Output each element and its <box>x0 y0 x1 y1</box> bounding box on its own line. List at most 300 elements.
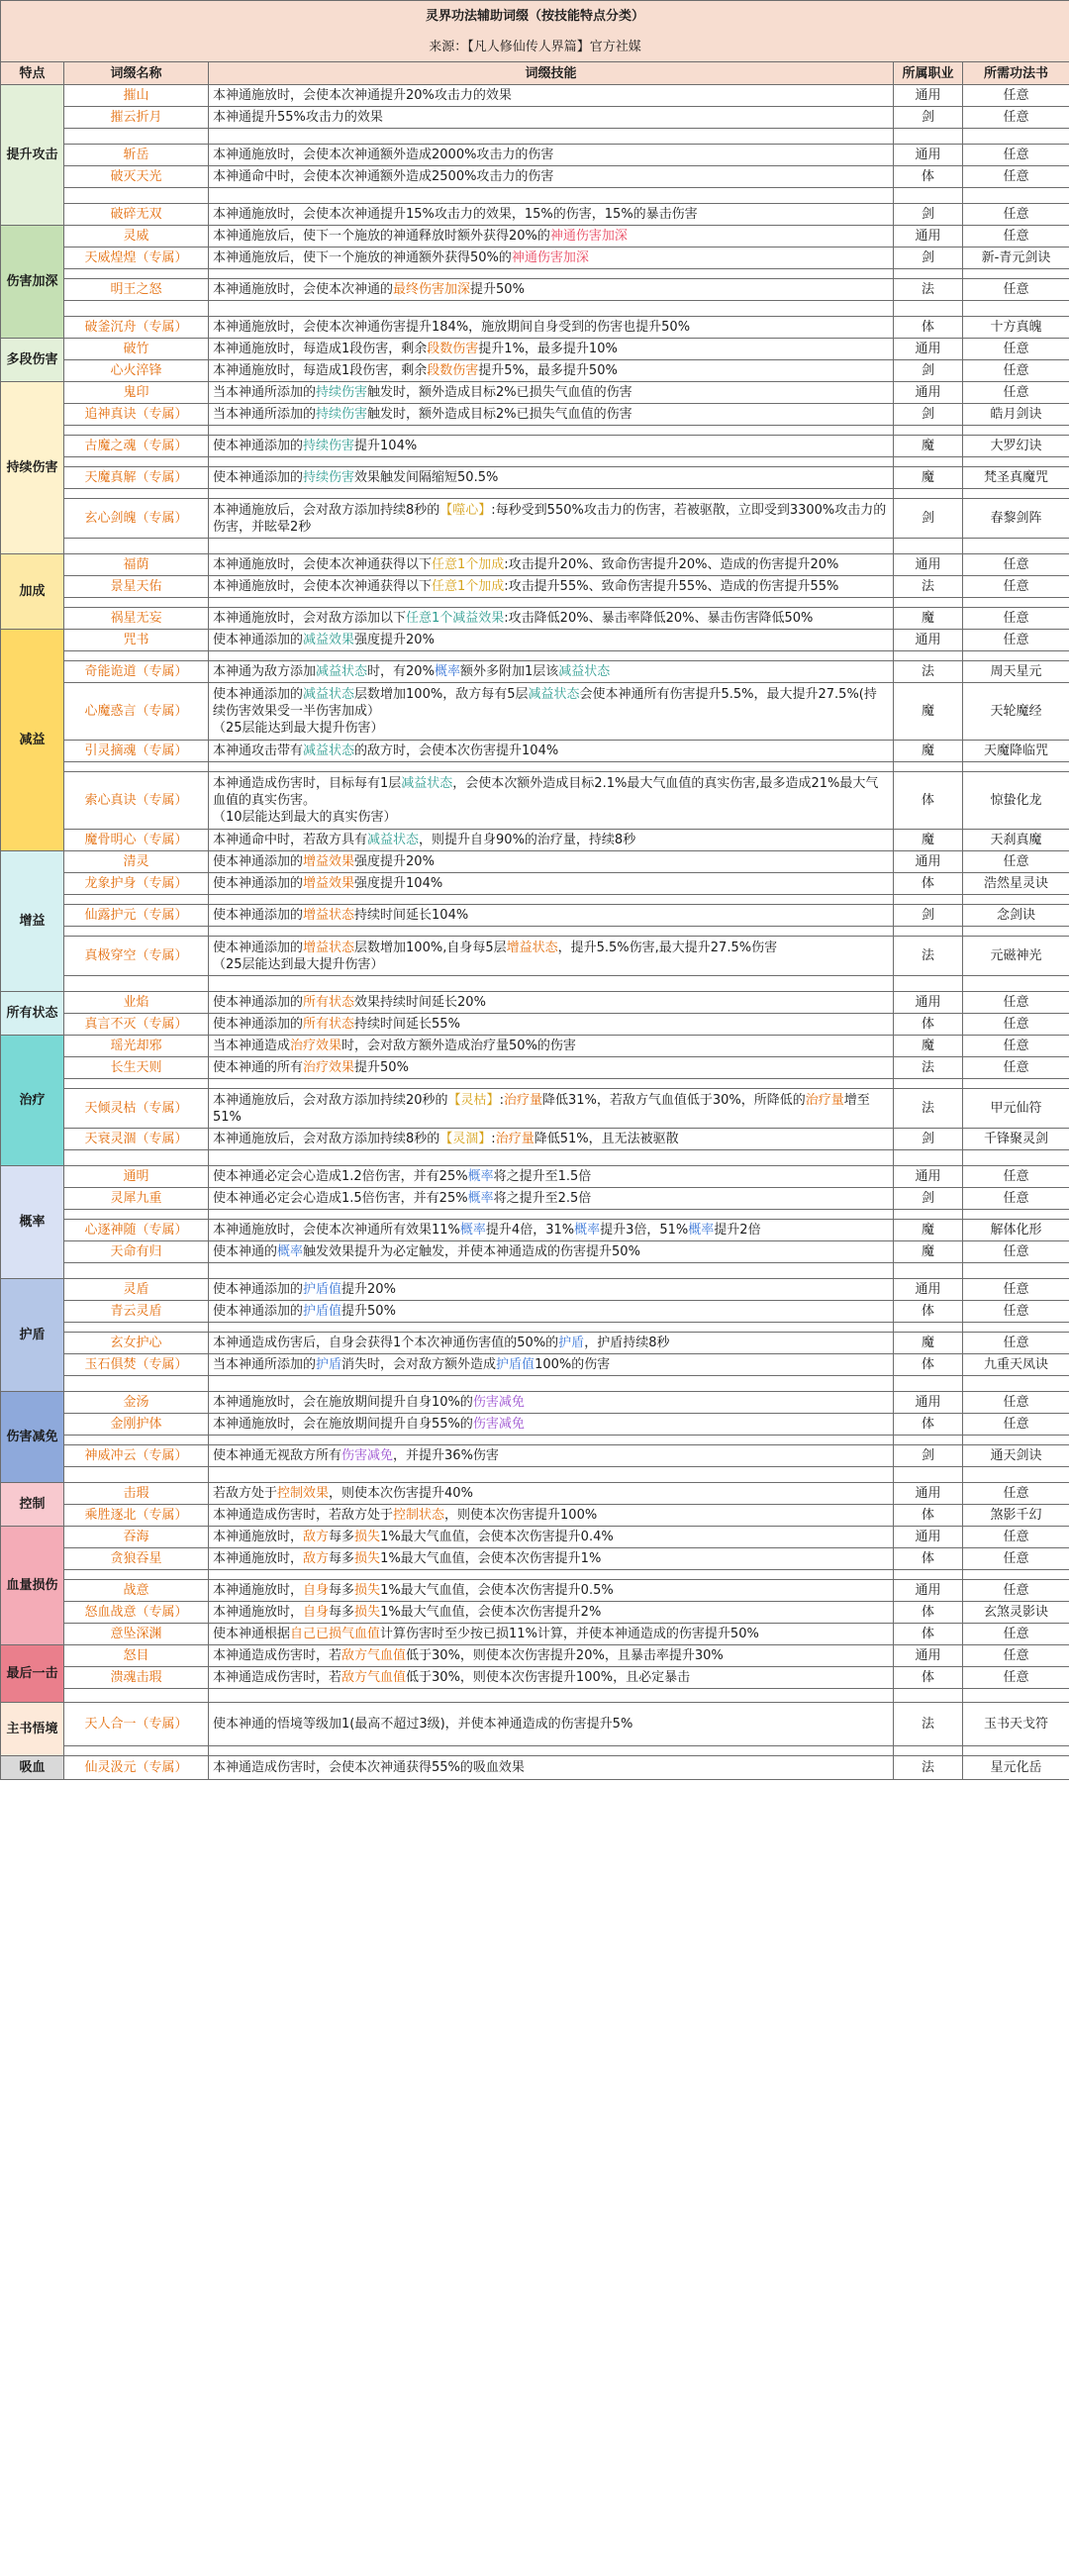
affix-skill <box>209 608 894 630</box>
affix-book: 任意 <box>963 851 1069 873</box>
empty-cell <box>963 188 1069 204</box>
skill-keyword: 治疗量 <box>805 1092 844 1108</box>
affix-skill <box>209 1756 894 1780</box>
skill-text: 本神通施放后，使下一个施放的神通释放时额外获得20%的 <box>213 229 550 244</box>
skill-text: 本神通为敌方添加 <box>213 664 317 679</box>
affix-book: 任意 <box>963 1624 1069 1645</box>
skill-keyword: 自己已损气血值 <box>290 1627 381 1641</box>
affix-name: 仙灵汲元（专属） <box>64 1756 209 1780</box>
affix-book: 任意 <box>963 1392 1069 1414</box>
skill-text: 层数增加100%,自身每5层 <box>354 940 507 955</box>
skill-text: 本神通施放后，会对敌方添加持续20秒的 <box>213 1092 448 1108</box>
affix-skill <box>209 1580 894 1602</box>
table-row <box>1 630 1069 651</box>
affix-class: 通用 <box>894 85 963 107</box>
skill-keyword: 任意1个加成 <box>432 557 505 572</box>
skill-text: 使本神通添加的 <box>213 1017 304 1032</box>
affix-book: 任意 <box>963 1527 1069 1548</box>
empty-cell <box>209 927 894 937</box>
skill-keyword: 敌方 <box>303 1551 330 1566</box>
table-row <box>1 436 1069 457</box>
empty-cell <box>209 651 894 661</box>
empty-cell <box>64 426 209 436</box>
affix-class: 法 <box>894 937 963 976</box>
affix-class: 魔 <box>894 1241 963 1263</box>
skill-keyword: 护盾 <box>316 1357 342 1372</box>
table-row <box>1 1241 1069 1263</box>
empty-cell <box>894 651 963 661</box>
affix-book: 任意 <box>963 992 1069 1014</box>
skill-keyword: 任意1个减益效果 <box>406 611 505 626</box>
skill-text: 触发时，额外造成目标2%已损失气血值的伤害 <box>367 385 632 400</box>
affix-name: 破碎无双 <box>64 204 209 226</box>
skill-text: 增至51% <box>213 1092 870 1125</box>
empty-cell <box>209 976 894 992</box>
skill-keyword: 段数伤害 <box>427 342 479 356</box>
spacer-row <box>1 188 1069 204</box>
table-row <box>1 404 1069 426</box>
skill-text: 提升4倍，31% <box>485 1223 575 1238</box>
skill-text: 本神通施放时，会使本次神通的 <box>213 282 394 297</box>
skill-keyword: 持续伤害 <box>303 470 355 485</box>
empty-cell <box>963 762 1069 772</box>
empty-cell <box>209 1263 894 1279</box>
spacer-row <box>1 598 1069 608</box>
skill-keyword: 自身 <box>303 1605 330 1620</box>
affix-skill <box>209 226 894 248</box>
affix-class: 体 <box>894 772 963 830</box>
affix-book: 任意 <box>963 1483 1069 1505</box>
empty-cell <box>963 1436 1069 1445</box>
empty-cell <box>209 457 894 467</box>
skill-text: （25层能达到最大提升伤害） <box>213 956 384 972</box>
affix-book: 浩然星灵诀 <box>963 873 1069 895</box>
skill-text: ，护盾持续8秒 <box>584 1336 670 1350</box>
affix-name: 清灵 <box>64 851 209 873</box>
skill-keyword: 减益效果 <box>303 633 355 647</box>
affix-name: 真言不灭（专属） <box>64 1014 209 1036</box>
skill-keyword: 【灵枯】 <box>447 1092 500 1108</box>
affix-skill <box>209 905 894 927</box>
skill-text: 低于30%，则使本次伤害提升20%，且暴击率提升30% <box>406 1648 724 1663</box>
spacer-row <box>1 1689 1069 1703</box>
table-row <box>1 741 1069 762</box>
skill-text: 当本神通造成 <box>213 1039 291 1053</box>
spacer-row <box>1 1746 1069 1756</box>
affix-skill <box>209 1392 894 1414</box>
skill-text: 当本神通所添加的 <box>213 1357 317 1372</box>
affix-skill <box>209 1301 894 1323</box>
category-cell: 护盾 <box>1 1279 64 1392</box>
table-row <box>1 1667 1069 1689</box>
skill-text: 每多 <box>329 1605 355 1620</box>
skill-keyword: 所有状态 <box>303 995 355 1010</box>
empty-cell <box>64 1263 209 1279</box>
affix-name: 溃魂击瑕 <box>64 1667 209 1689</box>
empty-cell <box>209 301 894 317</box>
skill-keyword: 治疗量 <box>503 1092 542 1108</box>
table-title: 灵界功法辅助词缀（按技能特点分类） <box>1 1 1069 33</box>
empty-cell <box>894 1436 963 1445</box>
affix-class: 剑 <box>894 1129 963 1150</box>
empty-cell <box>963 1570 1069 1580</box>
empty-cell <box>963 426 1069 436</box>
affix-class: 法 <box>894 1756 963 1780</box>
skill-text: :攻击提升55%、致命伤害提升55%、造成的伤害提升55% <box>504 579 839 594</box>
affix-name: 天人合一（专属） <box>64 1703 209 1746</box>
empty-cell <box>963 598 1069 608</box>
affix-name: 天衰灵涸（专属） <box>64 1129 209 1150</box>
spacer-row <box>1 1467 1069 1483</box>
skill-keyword: 自身 <box>303 1583 330 1598</box>
empty-cell <box>963 1210 1069 1220</box>
table-row <box>1 317 1069 339</box>
affix-skill <box>209 630 894 651</box>
skill-text: 本神通施放时，会使本次神通所有效果11% <box>213 1223 460 1238</box>
skill-keyword: 减益状态 <box>316 664 368 679</box>
affix-skill <box>209 1089 894 1129</box>
affix-skill <box>209 1602 894 1624</box>
table-row <box>1 1354 1069 1376</box>
affix-book: 任意 <box>963 279 1069 301</box>
affix-skill <box>209 992 894 1014</box>
skill-text: 本神通造成伤害时，会使本次神通获得55%的吸血效果 <box>213 1760 525 1775</box>
empty-cell <box>64 457 209 467</box>
skill-keyword: 护盾 <box>558 1336 585 1350</box>
skill-text: 本神通施放时，会使本次神通获得以下 <box>213 579 433 594</box>
table-row <box>1 248 1069 269</box>
affix-name: 真极穿空（专属） <box>64 937 209 976</box>
spacer-row <box>1 976 1069 992</box>
category-cell: 减益 <box>1 630 64 851</box>
spacer-row <box>1 927 1069 937</box>
skill-text: 1%最大气血值，会使本次伤害提升0.5% <box>380 1583 614 1598</box>
empty-cell <box>209 1323 894 1333</box>
skill-text: 本神通施放时，会使本次神通提升20%攻击力的效果 <box>213 88 512 103</box>
affix-name: 通明 <box>64 1166 209 1188</box>
skill-text: 会使本神通所有伤害提升5.5%，最大提升27.5%(持续伤害效果受一半伤害加成） <box>213 687 877 719</box>
affix-class: 体 <box>894 1624 963 1645</box>
affix-name: 神威冲云（专属） <box>64 1445 209 1467</box>
affix-skill <box>209 1527 894 1548</box>
empty-cell <box>209 1570 894 1580</box>
skill-keyword: 敌方气血值 <box>341 1670 407 1685</box>
skill-keyword: 概率 <box>574 1223 601 1238</box>
affix-class: 体 <box>894 1414 963 1436</box>
skill-keyword: 持续伤害 <box>316 385 368 400</box>
empty-cell <box>963 895 1069 905</box>
spacer-row <box>1 1263 1069 1279</box>
spacer-row <box>1 301 1069 317</box>
skill-keyword: 损失 <box>354 1583 381 1598</box>
table-row <box>1 1414 1069 1436</box>
affix-skill <box>209 1333 894 1354</box>
table-row <box>1 85 1069 107</box>
affix-skill <box>209 661 894 683</box>
empty-cell <box>64 1323 209 1333</box>
skill-text: 提升3倍，51% <box>600 1223 689 1238</box>
affix-skill <box>209 1241 894 1263</box>
table-row <box>1 1301 1069 1323</box>
affix-book: 任意 <box>963 576 1069 598</box>
skill-text: 使本神通的所有 <box>213 1060 304 1075</box>
skill-text: 使本神通无视敌方所有 <box>213 1448 342 1463</box>
empty-cell <box>963 1150 1069 1166</box>
empty-cell <box>209 188 894 204</box>
affix-skill <box>209 873 894 895</box>
affix-book: 任意 <box>963 1014 1069 1036</box>
affix-skill <box>209 1445 894 1467</box>
skill-text: :每秒受到550%攻击力的伤害，若被驱散，立即受到3300%攻击力的伤害，并眩晕2秒 <box>213 502 887 535</box>
empty-cell <box>894 1376 963 1392</box>
affix-skill <box>209 937 894 976</box>
affix-class: 通用 <box>894 1645 963 1667</box>
skill-keyword: 持续伤害 <box>303 439 355 453</box>
affix-book: 玉书天戈符 <box>963 1703 1069 1746</box>
affix-class: 通用 <box>894 630 963 651</box>
table-row <box>1 1756 1069 1780</box>
affix-class: 剑 <box>894 499 963 539</box>
empty-cell <box>894 1210 963 1220</box>
table-row <box>1 576 1069 598</box>
skill-keyword: 【噬心】 <box>439 502 492 518</box>
affix-book: 春黎剑阵 <box>963 499 1069 539</box>
table-row <box>1 554 1069 576</box>
skill-text: 强度提升20% <box>354 854 435 869</box>
empty-cell <box>64 762 209 772</box>
skill-text: ，提升5.5%伤害,最大提升27.5%伤害 <box>557 940 778 955</box>
affix-class: 剑 <box>894 360 963 382</box>
affix-book: 念剑诀 <box>963 905 1069 927</box>
skill-keyword: 增益效果 <box>303 876 355 891</box>
affix-skill <box>209 317 894 339</box>
skill-keyword: 减益状态 <box>367 833 420 847</box>
skill-text: ，则提升自身90%的治疗量，持续8秒 <box>419 833 636 847</box>
affix-book: 任意 <box>963 1301 1069 1323</box>
affix-skill <box>209 467 894 489</box>
affix-book: 任意 <box>963 1188 1069 1210</box>
skill-text: 使本神通添加的 <box>213 633 304 647</box>
empty-cell <box>64 1570 209 1580</box>
empty-cell <box>894 539 963 554</box>
skill-text: ，并提升36%伤害 <box>393 1448 499 1463</box>
skill-keyword: 任意1个加成 <box>432 579 505 594</box>
affix-name: 瑶光却邪 <box>64 1036 209 1057</box>
empty-cell <box>64 129 209 145</box>
affix-class: 法 <box>894 576 963 598</box>
category-cell: 伤害加深 <box>1 226 64 339</box>
empty-cell <box>64 1079 209 1089</box>
affix-book: 任意 <box>963 608 1069 630</box>
affix-book: 任意 <box>963 1057 1069 1079</box>
affix-book: 任意 <box>963 382 1069 404</box>
header-affix-name: 词缀名称 <box>64 62 209 85</box>
skill-keyword: 神通伤害加深 <box>549 229 628 244</box>
header-class: 所属职业 <box>894 62 963 85</box>
affix-name: 怒血战意（专属） <box>64 1602 209 1624</box>
empty-cell <box>64 1376 209 1392</box>
affix-class: 通用 <box>894 992 963 1014</box>
affix-name: 摧云折月 <box>64 107 209 129</box>
empty-cell <box>64 1746 209 1756</box>
spacer-row <box>1 1210 1069 1220</box>
table-row <box>1 608 1069 630</box>
empty-cell <box>963 489 1069 499</box>
affix-class: 剑 <box>894 1445 963 1467</box>
skill-text: 提升20% <box>341 1282 396 1297</box>
category-cell: 治疗 <box>1 1036 64 1166</box>
affix-skill <box>209 741 894 762</box>
skill-text: 本神通施放时， <box>213 1530 304 1544</box>
skill-text: :攻击提升20%、致命伤害提升20%、造成的伤害提升20% <box>504 557 839 572</box>
empty-cell <box>209 895 894 905</box>
empty-cell <box>894 489 963 499</box>
affix-class: 体 <box>894 1301 963 1323</box>
affix-name: 奇能诡道（专属） <box>64 661 209 683</box>
skill-keyword: 段数伤害 <box>427 363 479 378</box>
skill-text: （10层能达到最大的真实伤害） <box>213 810 397 825</box>
skill-text: 持续时间延长55% <box>354 1017 460 1032</box>
skill-text: 每多 <box>329 1530 355 1544</box>
affix-class: 通用 <box>894 1580 963 1602</box>
empty-cell <box>963 129 1069 145</box>
affix-book: 天轮魔经 <box>963 683 1069 741</box>
category-cell: 加成 <box>1 554 64 630</box>
header-feature: 特点 <box>1 62 64 85</box>
table-row <box>1 1505 1069 1527</box>
affix-skill <box>209 85 894 107</box>
empty-cell <box>894 457 963 467</box>
affix-class: 体 <box>894 1014 963 1036</box>
affix-name: 祸星无妄 <box>64 608 209 630</box>
skill-text: 每多 <box>329 1583 355 1598</box>
empty-cell <box>894 1323 963 1333</box>
empty-cell <box>894 1263 963 1279</box>
skill-text: 计算伤害时至少按已损11%计算，并使本神通造成的伤害提升50% <box>380 1627 759 1641</box>
skill-text: 本神通施放时，会使本次神通提升15%攻击力的效果，15%的伤害，15%的暴击伤害 <box>213 207 698 222</box>
empty-cell <box>894 1150 963 1166</box>
affix-name: 乘胜逐北（专属） <box>64 1505 209 1527</box>
affix-class: 通用 <box>894 1166 963 1188</box>
skill-text: 使本神通必定会心造成1.5倍伤害，并有25% <box>213 1191 468 1206</box>
spacer-row <box>1 457 1069 467</box>
table-row <box>1 279 1069 301</box>
skill-text: 使本神通添加的 <box>213 854 304 869</box>
empty-cell <box>64 598 209 608</box>
skill-keyword: 敌方气血值 <box>341 1648 407 1663</box>
affix-book: 任意 <box>963 1166 1069 1188</box>
affix-class: 法 <box>894 1703 963 1746</box>
skill-text: 使本神通添加的 <box>213 470 304 485</box>
affix-class: 通用 <box>894 1483 963 1505</box>
empty-cell <box>64 1436 209 1445</box>
table-row <box>1 1580 1069 1602</box>
affix-class: 法 <box>894 1057 963 1079</box>
skill-text: 使本神通添加的 <box>213 940 304 955</box>
skill-text: ，则使本次伤害提升100% <box>444 1508 598 1523</box>
affix-class: 魔 <box>894 608 963 630</box>
header-required-book: 所需功法书 <box>963 62 1069 85</box>
skill-text: 本神通攻击带有 <box>213 743 304 758</box>
category-cell: 多段伤害 <box>1 339 64 382</box>
affix-name: 破竹 <box>64 339 209 360</box>
empty-cell <box>894 269 963 279</box>
affix-book: 任意 <box>963 630 1069 651</box>
skill-keyword: 神通伤害加深 <box>511 250 589 265</box>
affix-name: 玉石俱焚（专属） <box>64 1354 209 1376</box>
spacer-row <box>1 539 1069 554</box>
skill-keyword: 增益效果 <box>303 854 355 869</box>
skill-keyword: 概率 <box>688 1223 715 1238</box>
affix-book: 惊蛰化龙 <box>963 772 1069 830</box>
affix-name: 心逐神随（专属） <box>64 1220 209 1241</box>
affix-class: 体 <box>894 317 963 339</box>
skill-text: 使本神通添加的 <box>213 1304 304 1319</box>
skill-keyword: 损失 <box>354 1530 381 1544</box>
affix-class: 魔 <box>894 1220 963 1241</box>
empty-cell <box>963 539 1069 554</box>
empty-cell <box>894 1746 963 1756</box>
affix-skill <box>209 1220 894 1241</box>
skill-keyword: 增益状态 <box>506 940 558 955</box>
skill-keyword: 概率 <box>459 1223 486 1238</box>
affix-name: 贪狼吞星 <box>64 1548 209 1570</box>
skill-text: 1%最大气血值，会使本次伤害提升2% <box>380 1605 602 1620</box>
skill-keyword: 伤害减免 <box>472 1417 525 1432</box>
skill-keyword: 【灵涸】 <box>439 1132 492 1146</box>
skill-text: 使本神通添加的 <box>213 908 304 923</box>
skill-text: 本神通施放时，每造成1段伤害，剩余 <box>213 363 428 378</box>
affix-book: 任意 <box>963 1667 1069 1689</box>
empty-cell <box>894 188 963 204</box>
table-row <box>1 873 1069 895</box>
empty-cell <box>894 1570 963 1580</box>
affix-book: 甲元仙符 <box>963 1089 1069 1129</box>
skill-keyword: 增益状态 <box>303 908 355 923</box>
table-row <box>1 166 1069 188</box>
skill-keyword: 治疗效果 <box>303 1060 355 1075</box>
affix-name: 青云灵盾 <box>64 1301 209 1323</box>
empty-cell <box>209 1746 894 1756</box>
affix-skill <box>209 1667 894 1689</box>
empty-cell <box>894 129 963 145</box>
affix-book: 任意 <box>963 360 1069 382</box>
skill-text: 本神通施放时，会在施放期间提升自身10%的 <box>213 1395 473 1410</box>
affix-class: 通用 <box>894 145 963 166</box>
empty-cell <box>209 1689 894 1703</box>
affix-name: 怒目 <box>64 1645 209 1667</box>
affix-skill <box>209 1036 894 1057</box>
affix-name: 灵威 <box>64 226 209 248</box>
skill-text: 本神通造成伤害时，若 <box>213 1648 342 1663</box>
skill-keyword: 护盾值 <box>303 1304 342 1319</box>
affix-name: 心魔惑言（专属） <box>64 683 209 741</box>
affix-book: 千锋聚灵剑 <box>963 1129 1069 1150</box>
affix-book: 任意 <box>963 1279 1069 1301</box>
skill-text: 本神通造成伤害时，若 <box>213 1670 342 1685</box>
table-row <box>1 1089 1069 1129</box>
empty-cell <box>963 301 1069 317</box>
affix-class: 体 <box>894 1602 963 1624</box>
affix-book: 任意 <box>963 226 1069 248</box>
skill-text: 提升50% <box>341 1304 396 1319</box>
affix-name: 战意 <box>64 1580 209 1602</box>
empty-cell <box>963 651 1069 661</box>
affix-class: 魔 <box>894 830 963 851</box>
empty-cell <box>64 539 209 554</box>
skill-text: 使本神通添加的 <box>213 1282 304 1297</box>
empty-cell <box>64 1689 209 1703</box>
